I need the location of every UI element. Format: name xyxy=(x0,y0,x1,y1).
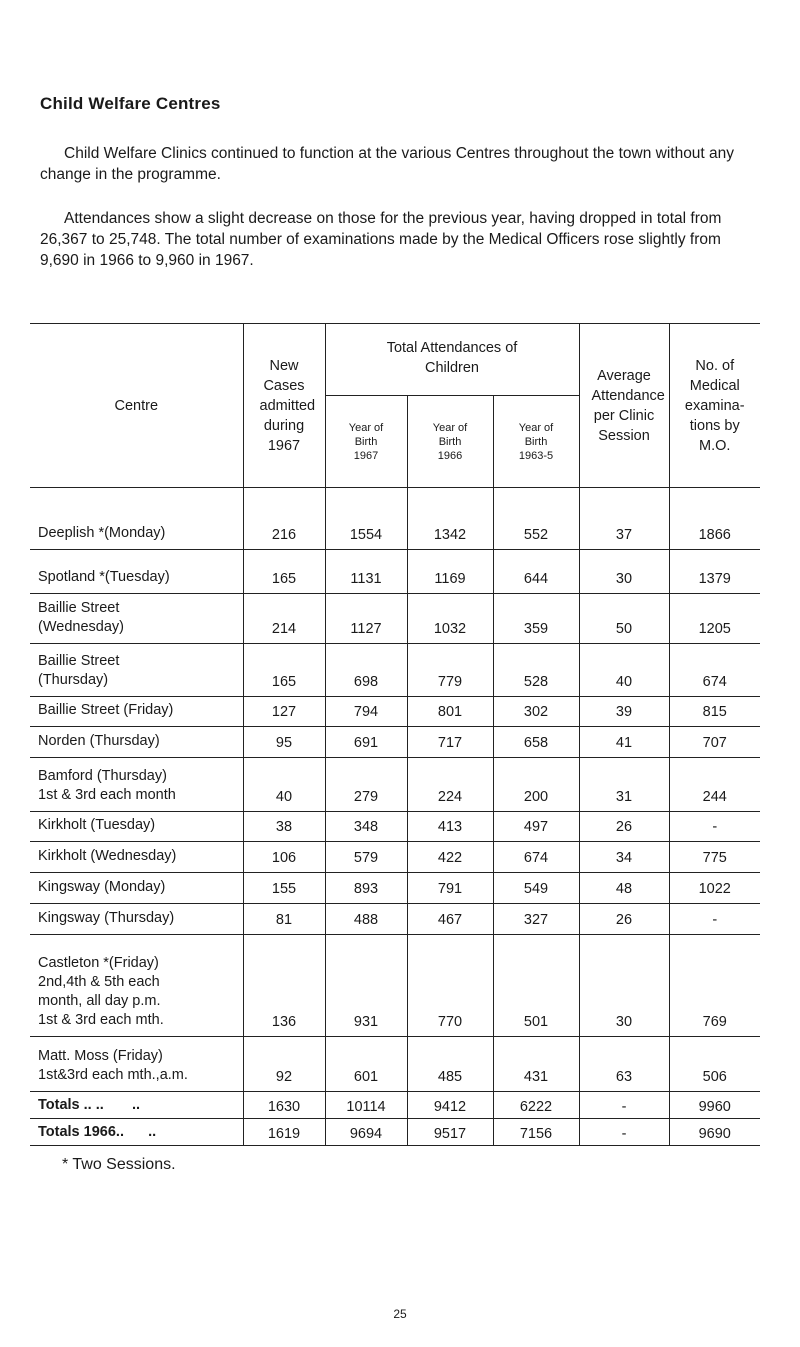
cell-yob-1966: 224 xyxy=(407,758,493,812)
cell-yob-1963-5: 7156 xyxy=(493,1119,579,1146)
cell-average: 40 xyxy=(579,644,669,697)
cell-new-cases: 81 xyxy=(243,904,325,935)
cell-centre xyxy=(30,1037,243,1092)
cell-new-cases: 165 xyxy=(243,550,325,594)
cell-average: - xyxy=(579,1119,669,1146)
cell-yob-1967: 893 xyxy=(325,873,407,904)
cell-average: 26 xyxy=(579,812,669,842)
cell-new-cases: 1630 xyxy=(243,1092,325,1119)
cell-yob-1966: 9517 xyxy=(407,1119,493,1146)
cell-average: 30 xyxy=(579,550,669,594)
cell-yob-1963-5: 528 xyxy=(493,644,579,697)
table-row xyxy=(30,594,760,644)
cell-exams: 9690 xyxy=(669,1119,760,1146)
cell-yob-1967: 488 xyxy=(325,904,407,935)
cell-yob-1963-5: 674 xyxy=(493,842,579,873)
cell-centre xyxy=(30,644,243,697)
centre-line: Kirkholt (Wednesday) xyxy=(38,848,177,864)
table-row xyxy=(30,904,760,935)
totals-row xyxy=(30,1119,760,1146)
cell-yob-1967: 698 xyxy=(325,644,407,697)
cell-centre xyxy=(30,550,243,594)
cell-yob-1966: 9412 xyxy=(407,1092,493,1119)
cell-yob-1967: 9694 xyxy=(325,1119,407,1146)
cell-average: 34 xyxy=(579,842,669,873)
cell-yob-1967: 601 xyxy=(325,1037,407,1092)
cell-yob-1967: 931 xyxy=(325,935,407,1037)
cell-yob-1967: 348 xyxy=(325,812,407,842)
cell-centre xyxy=(30,697,243,727)
table-row xyxy=(30,550,760,594)
cell-yob-1963-5: 658 xyxy=(493,727,579,758)
header-yob-1966: Year of Birth 1966 xyxy=(407,396,493,488)
cell-exams: 1022 xyxy=(669,873,760,904)
centre-line: Castleton *(Friday) xyxy=(38,955,159,971)
table-row xyxy=(30,1037,760,1092)
cell-new-cases: 216 xyxy=(243,488,325,550)
cell-new-cases: 38 xyxy=(243,812,325,842)
centre-line: Bamford (Thursday) xyxy=(38,768,167,784)
cell-yob-1963-5: 549 xyxy=(493,873,579,904)
centre-line: Deeplish *(Monday) xyxy=(38,525,166,541)
centre-line: month, all day p.m. xyxy=(38,993,161,1009)
footnote: * Two Sessions. xyxy=(62,1156,176,1173)
cell-centre xyxy=(30,594,243,644)
centre-line: Kingsway (Thursday) xyxy=(38,910,175,926)
table-row xyxy=(30,758,760,812)
cell-new-cases: 165 xyxy=(243,644,325,697)
header-yob-1967: Year of Birth 1967 xyxy=(325,396,407,488)
cell-exams: 1379 xyxy=(669,550,760,594)
cell-yob-1963-5: 359 xyxy=(493,594,579,644)
cell-yob-1967: 279 xyxy=(325,758,407,812)
centre-line: Norden (Thursday) xyxy=(38,733,160,749)
table-row xyxy=(30,644,760,697)
header-average-attendance: Average Attendance per Clinic Session xyxy=(579,324,669,488)
centre-line: 2nd,4th & 5th each xyxy=(38,974,160,990)
cell-yob-1963-5: 431 xyxy=(493,1037,579,1092)
centre-line: Baillie Street xyxy=(38,653,120,669)
cell-new-cases: 214 xyxy=(243,594,325,644)
cell-new-cases: 92 xyxy=(243,1037,325,1092)
cell-exams: 815 xyxy=(669,697,760,727)
table-row xyxy=(30,488,760,550)
cell-yob-1963-5: 644 xyxy=(493,550,579,594)
cell-centre xyxy=(30,842,243,873)
cell-exams: 707 xyxy=(669,727,760,758)
centres-table xyxy=(30,323,760,1146)
cell-new-cases: 106 xyxy=(243,842,325,873)
cell-exams: - xyxy=(669,812,760,842)
totals-row xyxy=(30,1092,760,1119)
cell-average: 31 xyxy=(579,758,669,812)
cell-yob-1967: 691 xyxy=(325,727,407,758)
cell-exams: 9960 xyxy=(669,1092,760,1119)
centre-line: 1st & 3rd each mth. xyxy=(38,1012,164,1028)
header-total-attendances: Total Attendances of Children xyxy=(325,324,579,396)
centre-line: Spotland *(Tuesday) xyxy=(38,569,170,585)
centre-line: Baillie Street xyxy=(38,600,120,616)
page-heading: Child Welfare Centres xyxy=(40,94,221,113)
table-body xyxy=(30,488,760,1146)
cell-average: 41 xyxy=(579,727,669,758)
cell-yob-1966: 1342 xyxy=(407,488,493,550)
cell-yob-1967: 794 xyxy=(325,697,407,727)
cell-exams: 1866 xyxy=(669,488,760,550)
cell-yob-1967: 10114 xyxy=(325,1092,407,1119)
centre-line: Baillie Street (Friday) xyxy=(38,702,174,718)
cell-centre xyxy=(30,727,243,758)
table-row xyxy=(30,727,760,758)
header-yob-1963-5: Year of Birth 1963-5 xyxy=(493,396,579,488)
cell-totals-label: Totals .. .. .. xyxy=(30,1092,243,1119)
cell-average: 39 xyxy=(579,697,669,727)
cell-yob-1963-5: 327 xyxy=(493,904,579,935)
centre-line: Kingsway (Monday) xyxy=(38,879,166,895)
cell-new-cases: 155 xyxy=(243,873,325,904)
cell-yob-1963-5: 200 xyxy=(493,758,579,812)
cell-yob-1967: 1127 xyxy=(325,594,407,644)
cell-average: 48 xyxy=(579,873,669,904)
cell-new-cases: 1619 xyxy=(243,1119,325,1146)
page-number: 25 xyxy=(393,1307,407,1321)
cell-yob-1966: 422 xyxy=(407,842,493,873)
cell-new-cases: 40 xyxy=(243,758,325,812)
cell-yob-1967: 1131 xyxy=(325,550,407,594)
header-medical-exams: No. of Medical examina-tions by M.O. xyxy=(669,324,760,488)
cell-yob-1963-5: 497 xyxy=(493,812,579,842)
cell-new-cases: 136 xyxy=(243,935,325,1037)
intro-paragraph: Child Welfare Clinics continued to function at the various Centres throughout the town without any change in the programme. xyxy=(40,145,735,183)
cell-yob-1963-5: 552 xyxy=(493,488,579,550)
centre-line: 1st & 3rd each month xyxy=(38,787,176,803)
cell-yob-1966: 779 xyxy=(407,644,493,697)
table-row xyxy=(30,873,760,904)
cell-exams: - xyxy=(669,904,760,935)
cell-yob-1966: 770 xyxy=(407,935,493,1037)
cell-average: 30 xyxy=(579,935,669,1037)
cell-centre xyxy=(30,935,243,1037)
cell-exams: 769 xyxy=(669,935,760,1037)
cell-exams: 1205 xyxy=(669,594,760,644)
cell-centre xyxy=(30,758,243,812)
cell-yob-1966: 717 xyxy=(407,727,493,758)
cell-average: 50 xyxy=(579,594,669,644)
table-row xyxy=(30,697,760,727)
cell-exams: 244 xyxy=(669,758,760,812)
cell-new-cases: 127 xyxy=(243,697,325,727)
header-centre: Centre xyxy=(30,324,243,488)
cell-exams: 674 xyxy=(669,644,760,697)
cell-yob-1966: 1032 xyxy=(407,594,493,644)
centre-line: (Wednesday) xyxy=(38,619,124,635)
cell-centre xyxy=(30,812,243,842)
cell-yob-1966: 801 xyxy=(407,697,493,727)
cell-exams: 506 xyxy=(669,1037,760,1092)
cell-yob-1967: 1554 xyxy=(325,488,407,550)
cell-totals-label: Totals 1966.. .. xyxy=(30,1119,243,1146)
centre-line: (Thursday) xyxy=(38,672,109,688)
cell-yob-1967: 579 xyxy=(325,842,407,873)
cell-yob-1966: 467 xyxy=(407,904,493,935)
cell-centre xyxy=(30,904,243,935)
cell-yob-1963-5: 6222 xyxy=(493,1092,579,1119)
cell-centre xyxy=(30,488,243,550)
table-row xyxy=(30,935,760,1037)
cell-centre xyxy=(30,873,243,904)
cell-yob-1966: 1169 xyxy=(407,550,493,594)
attendance-paragraph: Attendances show a slight decrease on those for the previous year, having dropped in total from 26,367 to 25,748. The total number of examinations made by the Medical Officers rose slightly from 9,690 in 1966 to 9,960 in 1967. xyxy=(40,210,722,269)
cell-average: - xyxy=(579,1092,669,1119)
cell-average: 26 xyxy=(579,904,669,935)
centre-line: Kirkholt (Tuesday) xyxy=(38,817,156,833)
cell-average: 37 xyxy=(579,488,669,550)
centre-line: Matt. Moss (Friday) xyxy=(38,1048,163,1064)
header-new-cases: New Cases admitted during 1967 xyxy=(243,324,325,488)
cell-yob-1963-5: 501 xyxy=(493,935,579,1037)
table-row xyxy=(30,842,760,873)
cell-exams: 775 xyxy=(669,842,760,873)
cell-average: 63 xyxy=(579,1037,669,1092)
cell-yob-1966: 791 xyxy=(407,873,493,904)
cell-new-cases: 95 xyxy=(243,727,325,758)
table-row xyxy=(30,812,760,842)
cell-yob-1963-5: 302 xyxy=(493,697,579,727)
cell-yob-1966: 413 xyxy=(407,812,493,842)
centre-line: 1st&3rd each mth.,a.m. xyxy=(38,1067,188,1083)
cell-yob-1966: 485 xyxy=(407,1037,493,1092)
